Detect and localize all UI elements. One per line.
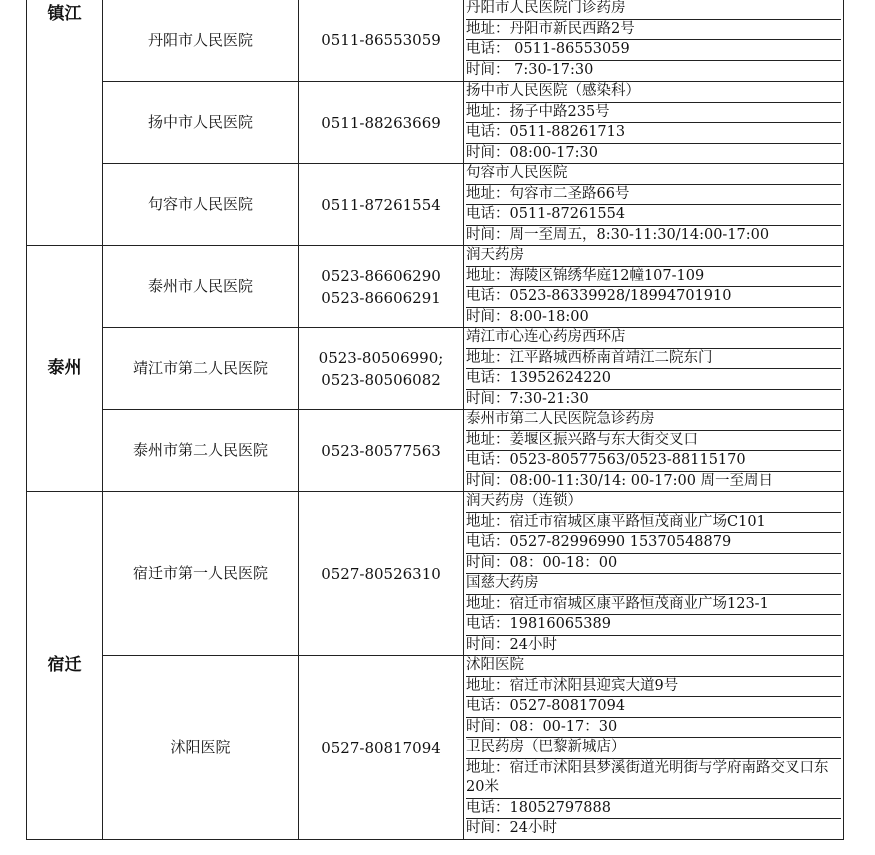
hospital-phone-cell [299, 410, 464, 492]
pharmacy-address: 地址：江平路城西桥南首靖江二院东门 [466, 349, 841, 370]
phone-number: 0523-86606291 [321, 288, 441, 307]
pharmacy-address: 地址：句容市二圣路66号 [466, 185, 841, 206]
phone-number: 0523-80577563 [321, 441, 441, 460]
table-row [27, 492, 844, 656]
pharmacy-hours: 时间：7:30-21:30 [466, 390, 589, 407]
hospital-name-cell: 宿迁市第一人民医院 [103, 492, 299, 656]
hospital-name-cell: 靖江市第二人民医院 [103, 328, 299, 410]
hospital-phone-cell [299, 656, 464, 840]
hospital-phone-cell [299, 246, 464, 328]
phone-number: 0527-80526310 [321, 564, 441, 583]
pharmacy-phone: 电话：0523-80577563/0523-88115170 [466, 451, 841, 472]
pharmacy-hours: 时间：24小时 [466, 820, 557, 836]
pharmacy-name: 靖江市心连心药房西环店 [466, 328, 841, 349]
hospital-phone-cell [299, 492, 464, 656]
hospital-name-cell: 泰州市第二人民医院 [103, 410, 299, 492]
phone-number: 0523-80506082 [321, 370, 441, 389]
hospital-phone-cell [299, 0, 464, 82]
pharmacy-address: 地址：宿迁市宿城区康平路恒茂商业广场123-1 [466, 595, 841, 616]
pharmacy-phone: 电话：0511-88261713 [466, 123, 841, 144]
phone-number: 0523-80506990; [318, 348, 444, 367]
pharmacy-name: 润天药房（连锁） [466, 492, 841, 513]
pharmacy-info-cell [464, 328, 844, 410]
table-row [27, 410, 844, 492]
hospital-phone-cell [299, 164, 464, 246]
pharmacy-hours: 时间：周一至周五，8:30-11:30/14:00-17:00 [466, 226, 770, 243]
pharmacy-phone: 电话：13952624220 [466, 369, 841, 390]
phone-number: 0523-86606290 [321, 266, 441, 285]
pharmacy-name: 丹阳市人民医院门诊药房 [466, 0, 841, 20]
pharmacy-address: 地址：姜堰区振兴路与东大街交叉口 [466, 431, 841, 452]
pharmacy-name: 润天药房 [466, 246, 841, 267]
pharmacy-address: 地址：丹阳市新民西路2号 [466, 20, 841, 41]
pharmacy-directory-table [26, 0, 844, 840]
pharmacy-address: 地址：宿迁市沭阳县梦溪街道光明街与学府南路交叉口东20米 [466, 759, 841, 799]
hospital-name-cell: 句容市人民医院 [103, 164, 299, 246]
pharmacy-hours: 时间： 7:30-17:30 [466, 61, 594, 78]
pharmacy-phone: 电话： 0511-86553059 [466, 40, 841, 61]
pharmacy-hours: 时间：08:00-17:30 [466, 144, 598, 161]
pharmacy-phone: 电话：0527-82996990 15370548879 [466, 533, 841, 554]
hospital-name-cell: 沭阳医院 [103, 656, 299, 840]
pharmacy-info-cell [464, 82, 844, 164]
phone-number: 0511-87261554 [321, 195, 441, 214]
pharmacy-name: 泰州市第二人民医院急诊药房 [466, 410, 841, 431]
pharmacy-hours: 时间：08:00-11:30/14: 00-17:00 周一至周日 [466, 472, 774, 489]
pharmacy-info-cell [464, 656, 844, 840]
hospital-name-cell: 扬中市人民医院 [103, 82, 299, 164]
table-row [27, 82, 844, 164]
pharmacy-name: 国慈大药房 [466, 574, 841, 595]
pharmacy-address: 地址：海陵区锦绣华庭12幢107-109 [466, 267, 841, 288]
pharmacy-info-cell [464, 0, 844, 82]
phone-number: 0511-88263669 [321, 113, 441, 132]
pharmacy-info-cell [464, 410, 844, 492]
phone-number: 0527-80817094 [321, 738, 441, 757]
pharmacy-hours: 时间：8:00-18:00 [466, 308, 589, 325]
pharmacy-phone: 电话：0523-86339928/18994701910 [466, 287, 841, 308]
pharmacy-info-cell [464, 164, 844, 246]
hospital-name-cell: 丹阳市人民医院 [103, 0, 299, 82]
pharmacy-name: 句容市人民医院 [466, 164, 841, 185]
table-body [27, 0, 844, 840]
hospital-phone-cell [299, 328, 464, 410]
table-row [27, 164, 844, 246]
pharmacy-hours: 时间：24小时 [466, 636, 557, 653]
pharmacy-info-cell [464, 492, 844, 656]
pharmacy-name: 扬中市人民医院（感染科） [466, 82, 841, 103]
city-cell: 镇江 [27, 0, 103, 246]
hospital-name-cell: 泰州市人民医院 [103, 246, 299, 328]
table-row [27, 656, 844, 840]
pharmacy-hours: 时间：08：00-18：00 [466, 554, 841, 575]
table-row [27, 246, 844, 328]
pharmacy-phone: 电话：0511-87261554 [466, 205, 841, 226]
pharmacy-phone: 电话：0527-80817094 [466, 697, 841, 718]
table-row [27, 328, 844, 410]
pharmacy-address: 地址：扬子中路235号 [466, 103, 841, 124]
hospital-phone-cell [299, 82, 464, 164]
city-cell: 泰州 [27, 246, 103, 492]
table-row [27, 0, 844, 82]
pharmacy-name: 沭阳医院 [466, 656, 841, 677]
pharmacy-info-cell [464, 246, 844, 328]
pharmacy-hours: 时间：08：00-17：30 [466, 718, 841, 739]
city-cell: 宿迁 [27, 492, 103, 840]
pharmacy-address: 地址：宿迁市沭阳县迎宾大道9号 [466, 677, 841, 698]
phone-number: 0511-86553059 [321, 31, 441, 49]
pharmacy-address: 地址：宿迁市宿城区康平路恒茂商业广场C101 [466, 513, 841, 534]
pharmacy-name: 卫民药房（巴黎新城店） [466, 738, 841, 759]
pharmacy-phone: 电话：18052797888 [466, 799, 841, 820]
pharmacy-phone: 电话：19816065389 [466, 615, 841, 636]
